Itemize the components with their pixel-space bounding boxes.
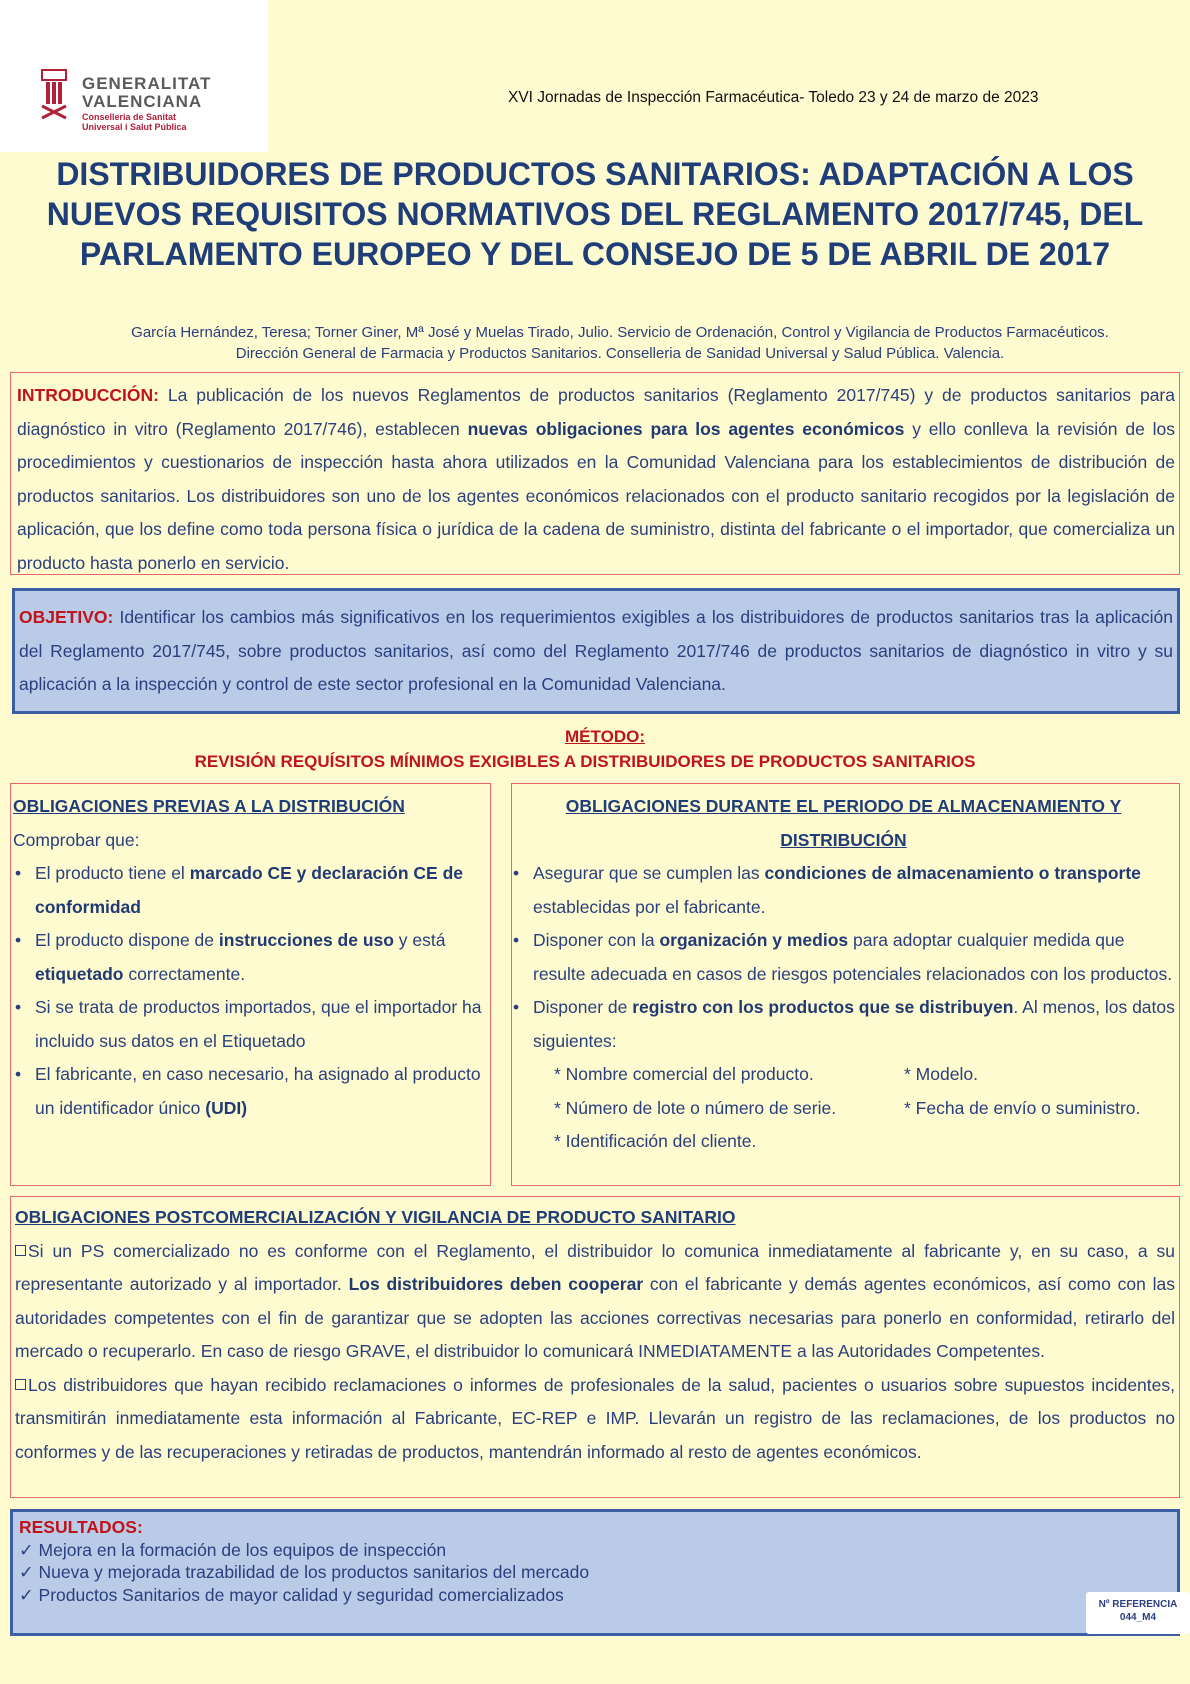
- list-item: [511, 924, 1175, 991]
- objective-section: [12, 588, 1180, 714]
- logo-text-universal: Universal i Salut Pública: [82, 122, 187, 132]
- check-icon: ✓: [19, 1584, 39, 1605]
- list-item: [511, 857, 1175, 924]
- result-text: Nueva y mejorada trazabilidad de los productos sanitarios del mercado: [38, 1562, 590, 1582]
- result-text: Productos Sanitarios de mayor calidad y seguridad comercializados: [38, 1584, 564, 1605]
- checkbox-icon: [15, 1379, 26, 1390]
- objective-label: OBJETIVO:: [19, 607, 114, 627]
- item-bold: registro con los productos que se distribuyen: [632, 997, 1014, 1017]
- detail-text: * Identificación del cliente.: [554, 1131, 757, 1151]
- item-text: correctamente.: [123, 963, 246, 984]
- item-text: Disponer con la: [533, 930, 660, 950]
- item-bold: (UDI): [205, 1097, 248, 1118]
- paragraph-text: Si un PS comercializado no es conforme con el Reglamento, el distribuidor lo comunica inmediatamente al fabricante y, en su caso, a su representante autorizado y al importador.: [15, 1240, 1175, 1294]
- check-icon: ✓: [19, 1539, 39, 1560]
- previous-obligations-section: [10, 783, 491, 1186]
- list-item: [13, 1058, 486, 1125]
- result-text: Mejora en la formación de los equipos de inspección: [38, 1539, 447, 1560]
- result-item: [19, 1561, 1171, 1584]
- item-text: El producto dispone de: [35, 930, 219, 950]
- item-text: Disponer de: [533, 997, 633, 1017]
- detail-text: * Modelo.: [904, 1064, 978, 1084]
- previous-obligations-title: OBLIGACIONES PREVIAS A LA DISTRIBUCIÓN: [13, 796, 405, 816]
- result-item: [19, 1584, 1171, 1607]
- item-text: El producto tiene el: [35, 863, 190, 883]
- logo-text-valenciana: VALENCIANA: [82, 92, 203, 111]
- check-icon: ✓: [19, 1562, 39, 1582]
- introduction-label: INTRODUCCIÓN:: [17, 385, 159, 405]
- detail-text: * Fecha de envío o suministro.: [904, 1097, 1141, 1118]
- results-label: RESULTADOS:: [19, 1517, 143, 1537]
- record-detail-row: [512, 1092, 1175, 1126]
- item-text: El fabricante, en caso necesario, ha asignado al producto un identificador único: [35, 1064, 481, 1118]
- objective-text: Identificar los cambios más significativos en los requerimientos exigibles a los distribuidores de productos sanitarios tras la aplicación del Reglamento 2017/745, sobre productos sanitarios, así como del Reglamento 2017/746 de productos sanitarios de diagnóstico in vitro y su aplicación a la inspección y control de este sector profesional en la Comunidad Valenciana.: [19, 607, 1173, 694]
- item-bold: etiquetado: [35, 963, 124, 984]
- item-text: Si se trata de productos importados, que el importador ha incluido sus datos en el Etiquetado: [35, 997, 482, 1051]
- postmarket-paragraph-2: [15, 1369, 1175, 1470]
- poster-title: DISTRIBUIDORES DE PRODUCTOS SANITARIOS: ADAPTACIÓN A LOS NUEVOS REQUISITOS NORMATIVOS DEL REGLAMENTO 2017/745, DEL PARLAMENTO EUROPEO Y DEL CONSEJO DE 5 DE ABRIL DE 2017: [46, 156, 1144, 272]
- generalitat-emblem-icon: [40, 68, 68, 120]
- introduction-bold: nuevas obligaciones para los agentes económicos: [467, 418, 905, 439]
- postmarket-section: [10, 1196, 1180, 1498]
- reference-code: 044_M4: [1119, 1612, 1157, 1623]
- introduction-text-1: La publicación de los nuevos Reglamentos de productos sanitarios (Reglamento 2017/745) y de productos sanitarios para diagnóstico in vitro (Reglamento 2017/746), establecen: [17, 385, 1175, 439]
- authors-line-2: Dirección General de Farmacia y Productos Sanitarios. Conselleria de Sanidad Universal y Salud Pública. Valencia.: [235, 345, 1005, 362]
- result-item: [19, 1539, 1171, 1562]
- checkbox-icon: [15, 1245, 26, 1256]
- paragraph-text: con el fabricante y demás agentes económicos, así como con las autoridades competentes con el fin de garantizar que se adopten las acciones correctivas necesarias para ponerlo en conformidad, retirarlo del mercado o recuperarlo. En caso de riesgo GRAVE, el distribuidor lo comunicará INMEDIATAMENTE a las Autoridades Competentes.: [15, 1274, 1175, 1361]
- list-item: [13, 991, 486, 1058]
- item-bold: marcado CE y declaración CE de conformidad: [35, 863, 463, 917]
- paragraph-text: Los distribuidores que hayan recibido reclamaciones o informes de profesionales de la salud, pacientes o usuarios sobre supuestos incidentes, transmitirán inmediatamente esta información al Fabricante, EC-REP e IMP. Llevarán un registro de las reclamaciones, de los productos no conformes y de las recuperaciones y retiradas de productos, mantendrán informado al resto de agentes económicos.: [15, 1374, 1175, 1462]
- detail-text: * Nombre comercial del producto.: [554, 1064, 814, 1084]
- method-title: MÉTODO:: [565, 727, 645, 746]
- results-section: [10, 1509, 1180, 1636]
- item-bold: condiciones de almacenamiento o transporte: [764, 863, 1141, 883]
- previous-obligations-intro: Comprobar que:: [13, 829, 140, 850]
- item-bold: organización y medios: [659, 930, 849, 950]
- record-detail-row: [512, 1058, 1175, 1092]
- storage-obligations-list: [511, 857, 1175, 1058]
- logo-text-generalitat: GENERALITAT: [82, 74, 212, 93]
- item-bold: instrucciones de uso: [218, 930, 394, 950]
- logo-text-conselleria: Conselleria de Sanitat: [82, 112, 177, 122]
- reference-badge: [1086, 1592, 1190, 1634]
- list-item: [511, 991, 1175, 1058]
- authors-line-1: García Hernández, Teresa; Torner Giner, Mª José y Muelas Tirado, Julio. Servicio de Ordenación, Control y Vigilancia de Productos Farmacéuticos.: [131, 324, 1109, 341]
- item-text: . Al menos, los datos siguientes:: [533, 997, 1175, 1051]
- detail-text: * Número de lote o número de serie.: [554, 1097, 837, 1118]
- record-detail-row: [512, 1125, 1175, 1159]
- reference-label: Nº REFERENCIA: [1098, 1599, 1178, 1610]
- storage-obligations-section: [511, 783, 1180, 1186]
- list-item: [13, 924, 486, 991]
- list-item: [13, 857, 486, 924]
- event-header: XVI Jornadas de Inspección Farmacéutica- Toledo 23 y 24 de marzo de 2023: [508, 89, 1039, 106]
- paragraph-bold: Los distribuidores deben cooperar: [348, 1274, 644, 1294]
- postmarket-paragraph-1: [15, 1235, 1175, 1369]
- method-subtitle: REVISIÓN REQUÍSITOS MÍNIMOS EXIGIBLES A DISTRIBUIDORES DE PRODUCTOS SANITARIOS: [194, 752, 976, 771]
- item-text: y está: [393, 930, 446, 950]
- item-text: para adoptar cualquier medida que resulte adecuada en casos de riesgos potenciales relacionados con los productos.: [533, 930, 1173, 984]
- item-text: Asegurar que se cumplen las: [533, 863, 765, 883]
- previous-obligations-list: [13, 857, 486, 1125]
- introduction-section: [10, 372, 1180, 575]
- introduction-text-2: y ello conlleva la revisión de los procedimientos y cuestionarios de inspección hasta ahora utilizados en la Comunidad Valenciana para los establecimientos de distribución de productos sanitarios. Los distribuidores son uno de los agentes económicos relacionados con el producto sanitario recogidos por la legislación de aplicación, que los define como toda persona física o jurídica de la cadena de suministro, distinta del fabricante o el importador, que comercializa un producto hasta ponerlo en servicio.: [17, 418, 1175, 573]
- postmarket-title: OBLIGACIONES POSTCOMERCIALIZACIÓN Y VIGILANCIA DE PRODUCTO SANITARIO: [15, 1207, 736, 1227]
- storage-obligations-title: OBLIGACIONES DURANTE EL PERIODO DE ALMACENAMIENTO Y DISTRIBUCIÓN: [565, 796, 1122, 850]
- item-text: establecidas por el fabricante.: [533, 896, 766, 917]
